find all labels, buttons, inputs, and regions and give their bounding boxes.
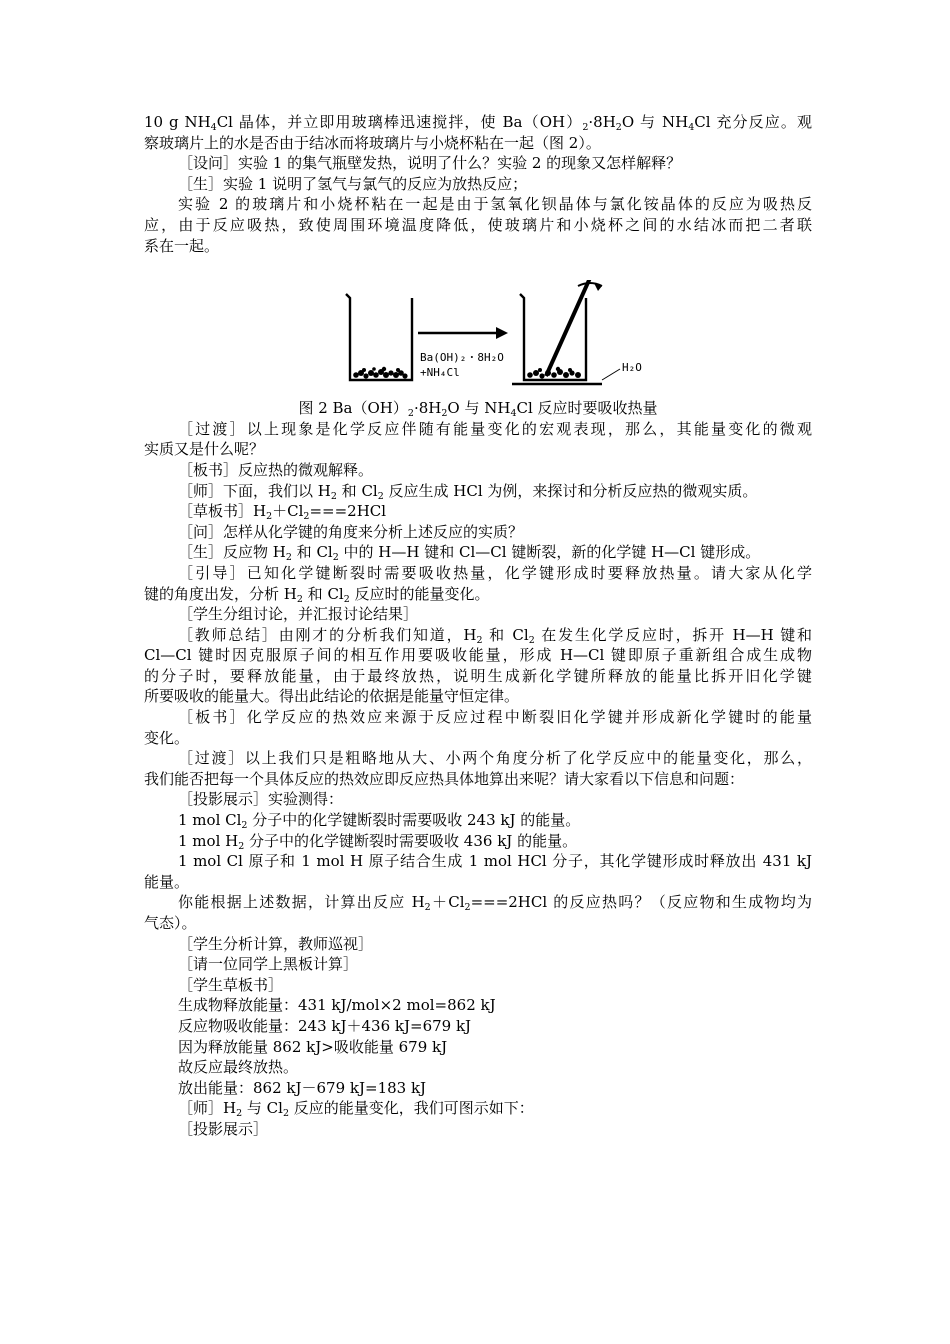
calc-line-4: 故反应最终放热。 — [178, 1058, 299, 1077]
board-note-2 — [144, 707, 812, 748]
text-line: 所要吸收的能量大。得出此结论的依据是能量守恒定律。 — [144, 687, 520, 706]
left-crystals — [353, 367, 407, 379]
question-2: ［问］怎样从化学键的角度来分析上述反应的实质？ — [178, 522, 524, 541]
measurement-1: 1 mol $Cl_2$ 分子中的化学键断裂时需要吸收 243 kJ 的能量。 — [178, 811, 581, 832]
reagent-label-2: +NH₄Cl — [420, 366, 460, 380]
left-beaker — [346, 294, 412, 380]
text-line: 察玻璃片上的水是否由于结冰而将玻璃片与小烧杯粘在一起（图 2）。 — [144, 133, 601, 152]
text-line: ［过渡］以上我们只是粗略地从大、小两个角度分析了化学反应中的能量变化，那么， — [178, 749, 812, 768]
calc-line-1: 生成物释放能量：431 kJ/mol×2 mol=862 kJ — [178, 996, 496, 1015]
text-line: 气态）。 — [144, 914, 197, 932]
text-line: 变化。 — [144, 728, 190, 747]
calculation-question — [144, 892, 812, 933]
transition-1 — [144, 419, 812, 460]
activity-note-2: ［请一位同学上黑板计算］ — [178, 955, 359, 974]
glass-rod — [546, 280, 602, 376]
water-pointer — [602, 369, 620, 380]
discussion-note: ［学生分组讨论，并汇报讨论结果］ — [178, 605, 419, 624]
text-line: ［引导］已知化学键断裂时需要吸收热量，化学键形成时要释放热量。请大家从化学 — [178, 563, 812, 582]
beaker-diagram — [340, 280, 660, 390]
text-line: Cl—Cl 键时因克服原子间的相互作用要吸收能量，形成 H—Cl 键即原子重新组合成生成物 — [144, 646, 812, 665]
water-label: H₂O — [622, 361, 642, 375]
transition-2 — [144, 748, 812, 789]
text-line: 我们能否把每一个具体反应的热效应即反应热具体地算出来呢？请大家看以下信息和问题： — [144, 769, 745, 788]
measurement-2: 1 mol $H_2$ 分子中的化学键断裂时需要吸收 436 kJ 的能量。 — [178, 831, 578, 852]
question-1: ［设问］实验 1 的集气瓶壁发热，说明了什么？实验 2 的现象又怎样解释？ — [178, 154, 682, 173]
text-line: 系在一起。 — [144, 236, 220, 255]
calc-line-2: 反应物吸收能量：243 kJ＋436 kJ=679 kJ — [178, 1016, 472, 1035]
board-note-1: ［板书］反应热的微观解释。 — [178, 460, 374, 479]
teacher-line-2: ［师$]H_2$ 与 $Cl_2$ 反应的能量变化，我们可图示如下： — [178, 1099, 534, 1120]
text-line: ［过渡］以上现象是化学反应伴随有能量变化的宏观表现，那么，其能量变化的微观 — [178, 419, 812, 438]
text-line: ［教师总结］由刚才的分析我们知道，$H_2$ 和 $Cl_2$ 在发生化学反应时，拆开 H—H 键和 — [178, 625, 813, 646]
text-line: 你能根据上述数据，计算出反应 $H_2+Cl_2===2HCl$ 的反应热吗？（反应物和生成物均为 — [178, 893, 813, 914]
activity-note-3: ［学生草板书］ — [178, 975, 284, 994]
student-answer-1: ［生］实验 1 说明了氢气与氯气的反应为放热反应； — [178, 174, 528, 193]
text-line: 能量。 — [144, 872, 190, 891]
text-line: 10 g $NH_4Cl$ 晶体，并立即用玻璃棒迅速搅拌，使 $Ba(OH)_2\cdot 8H_2O$ 与 $NH_4Cl$ 充分反应。观 — [144, 113, 812, 133]
teacher-summary — [144, 625, 812, 707]
text-line: ［板书］化学反应的热效应来源于反应过程中断裂旧化学键并形成新化学键时的能量 — [178, 708, 812, 727]
text-line: 实验 2 的玻璃片和小烧杯粘在一起是由于氢氧化钡晶体与氯化铵晶体的反应为吸热反 — [178, 195, 812, 214]
measurement-3 — [144, 851, 812, 892]
teacher-line-1: ［师］下面，我们以 $H_2$ 和 $Cl_2$ 反应生成 HCl 为例，来探讨和分析反应热的微观实质。 — [178, 481, 758, 502]
student-answer-2 — [144, 194, 812, 256]
projection-1: ［投影展示］实验测得： — [178, 790, 344, 809]
text-line: 实质又是什么呢？ — [144, 440, 265, 459]
text-line: 1 mol Cl 原子和 1 mol H 原子结合生成 1 mol HCl 分子，其化学键形成时释放出 431 kJ — [178, 852, 812, 871]
document-page — [144, 112, 812, 1140]
reaction-arrow — [418, 327, 508, 339]
student-answer-3: ［生］反应物 $H_2$ 和 $Cl_2$ 中的 H—H 键和 Cl—Cl 键断裂，新的化学键 H—Cl 键形成。 — [178, 543, 761, 564]
guide-1 — [144, 563, 812, 604]
activity-note-1: ［学生分析计算，教师巡视］ — [178, 934, 374, 953]
right-crystals — [527, 367, 581, 379]
figure-caption: 图 2 $Ba(OH)_2\cdot 8H_2O$ 与 $NH_4Cl$ 反应时要吸收热量 — [298, 399, 658, 420]
draft-board-equation: ［草板书$]H_2+Cl_2===2HCl$ — [178, 502, 387, 523]
projection-2: ［投影展示］ — [178, 1119, 269, 1138]
calc-line-3: 因为释放能量 862 kJ>吸收能量 679 kJ — [178, 1037, 448, 1056]
text-line: 应，由于反应吸热，致使周围环境温度降低，使玻璃片和小烧杯之间的水结冰而把二者联 — [144, 215, 812, 234]
figure-2 — [144, 280, 812, 390]
paragraph-procedure — [144, 112, 812, 153]
text-line: 的分子时，要释放能量，由于最终放热，说明生成新化学键所释放的能量比拆开旧化学键 — [144, 666, 812, 685]
text-line: 键的角度出发，分析 $H_2$ 和 $Cl_2$ 反应时的能量变化。 — [144, 584, 490, 605]
reagent-label-1: Ba(OH)₂・8H₂O — [420, 351, 504, 365]
calc-line-5: 放出能量：862 kJ－679 kJ=183 kJ — [178, 1078, 427, 1097]
